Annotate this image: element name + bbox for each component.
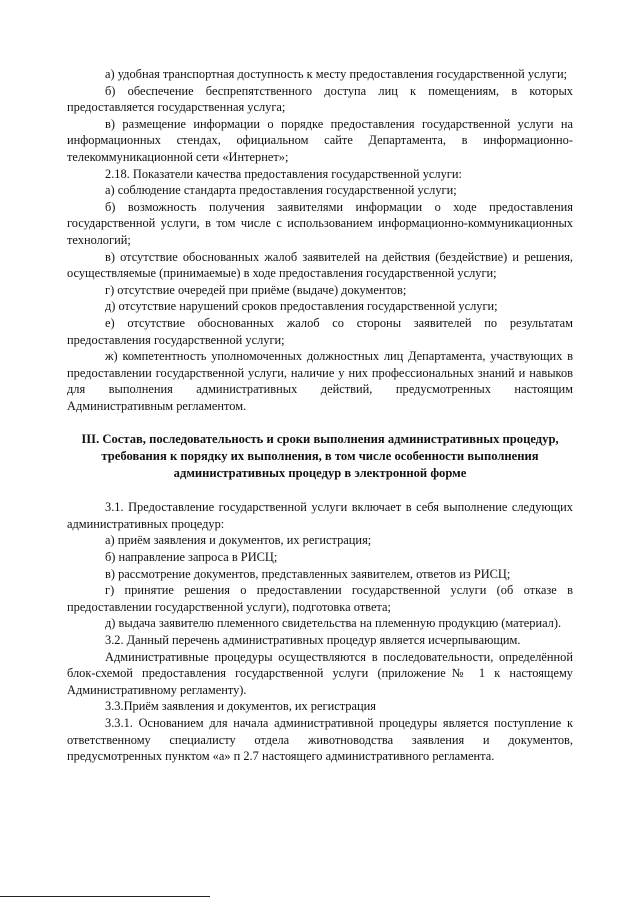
paragraph: б) направление запроса в РИСЦ; — [105, 550, 278, 565]
paragraph: в) отсутствие обоснованных жалоб заявителей на действия (бездействие) и решения, осуществляемые (принимаемые) в ходе предоставления государственной услуги; — [67, 249, 573, 281]
paragraph: д) выдача заявителю племенного свидетельства на племенную продукцию (материал). — [105, 616, 562, 631]
quality-section — [67, 66, 573, 414]
paragraph: 3.3.Приём заявления и документов, их регистрация — [105, 699, 376, 714]
paragraph: д) отсутствие нарушений сроков предоставления государственной услуги; — [105, 299, 498, 314]
paragraph: г) отсутствие очередей при приёме (выдаче) документов; — [105, 282, 407, 297]
paragraph: 2.18. Показатели качества предоставления государственной услуги: — [105, 166, 462, 181]
paragraph: в) размещение информации о порядке предоставления государственной услуги на информационных стендах, официальном сайте Департамента, в информационно-телекоммуникационной сети «Интернет»; — [67, 116, 573, 164]
paragraph: Административные процедуры осуществляются в последовательности, определённой блок-схемой предоставления государственной услуги (приложение№ 1 к настоящему Административному регламенту). — [67, 649, 573, 697]
paragraph: а) удобная транспортная доступность к месту предоставления государственной услуги; — [105, 67, 568, 81]
paragraph: е) отсутствие обоснованных жалоб со стороны заявителей по результатам предоставления государственной услуги; — [67, 315, 573, 347]
paragraph: а) приём заявления и документов, их регистрация; — [105, 533, 372, 548]
paragraph: б) возможность получения заявителями информации о ходе предоставления государственной услуги, в том числе с использованием информационно-коммуникационных технологий; — [67, 199, 573, 247]
paragraph: ж) компетентность уполномоченных должностных лиц Департамента, участвующих в предоставлении государственной услуги, наличие у них профессиональных знаний и навыков для выполнения административных действий, предусмотренных настоящим Административным регламентом. — [67, 349, 573, 413]
paragraph: а) соблюдение стандарта предоставления государственной услуги; — [105, 183, 457, 198]
paragraph: б) обеспечение беспрепятственного доступа лиц к помещениям, в которых предоставляется государственная услуга; — [67, 83, 573, 115]
paragraph: в) рассмотрение документов, представленных заявителем, ответов из РИСЦ; — [105, 566, 511, 581]
section-heading: III. Состав, последовательность и сроки выполнения административных процедур, требования к порядку их выполнения, в том числе особенности выполнения административных процедур в электронной форме — [81, 432, 559, 480]
paragraph: 3.1. Предоставление государственной услуги включает в себя выполнение следующих административных процедур: — [67, 500, 573, 531]
procedures-section — [67, 499, 573, 765]
footnote-separator — [0, 896, 210, 897]
paragraph: 3.2. Данный перечень административных процедур является исчерпывающим. — [105, 633, 521, 647]
paragraph: 3.3.1. Основанием для начала административной процедуры является поступление к ответственному специалисту отдела животноводства заявления и документов, предусмотренных пунктом «а» п 2.7 настоящего административного регламента. — [67, 715, 573, 764]
paragraph: г) принятие решения о предоставлении государственной услуги (об отказе в предоставлении государственной услуги), подготовка ответа; — [67, 583, 573, 614]
